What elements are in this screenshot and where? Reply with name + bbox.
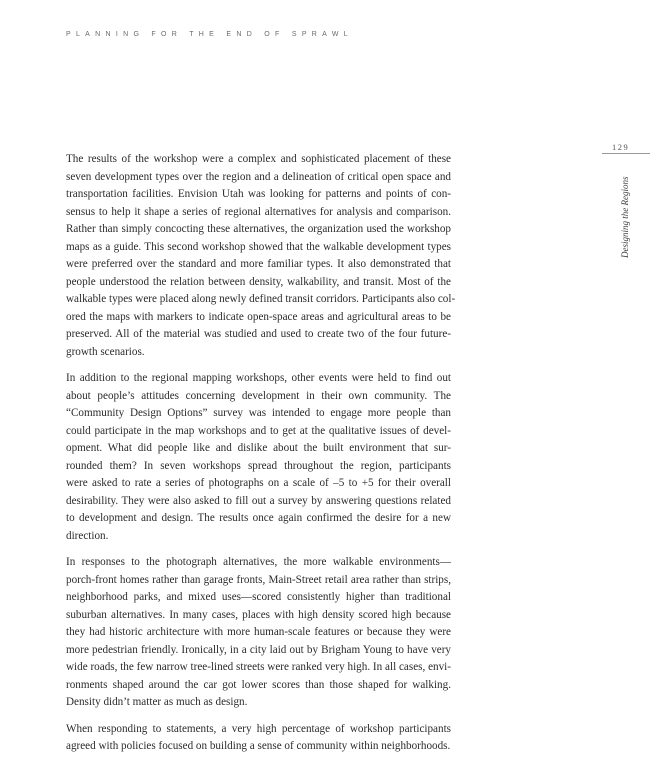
text-line: people understood the relation between density, walkability, and transit. Most of the bbox=[66, 275, 451, 288]
text-line: more pedestrian friendly. Ironically, in a city laid out by Brigham Young to have very bbox=[66, 643, 451, 656]
text-line: ronments shaped around the car got lower scores than those shaped for walking. bbox=[66, 678, 451, 691]
running-head: PLANNING FOR THE END OF SPRAWL bbox=[66, 31, 353, 38]
paragraph bbox=[66, 721, 451, 756]
text-line: “Community Design Options” survey was intended to engage more people than bbox=[66, 407, 451, 419]
text-line: rounded them? In seven workshops spread throughout the region, participants bbox=[66, 459, 451, 472]
paragraph bbox=[66, 554, 451, 712]
text-line: direction. bbox=[66, 529, 109, 542]
text-line: growth scenarios. bbox=[66, 345, 145, 358]
text-line: opment. What did people like and dislike about the built environment that sur- bbox=[66, 442, 451, 454]
paragraph bbox=[66, 370, 451, 545]
text-line: Density didn’t matter as much as design. bbox=[66, 696, 248, 708]
page-number: 129 bbox=[612, 142, 630, 152]
text-line: neighborhood parks, and mixed uses—scored consistently higher than traditional bbox=[66, 591, 451, 603]
text-line: walkable types were placed along newly defined transit corridors. Participants also col- bbox=[66, 293, 456, 305]
text-line: suburban alternatives. In many cases, places with high density scored high because bbox=[66, 608, 451, 621]
text-line: ored the maps with markers to indicate open-space areas and agricultural areas to be bbox=[66, 310, 451, 323]
text-line: agreed with policies focused on building a sense of community within neighborhoods. bbox=[66, 740, 451, 752]
text-line: about people’s attitudes concerning development in their own community. The bbox=[66, 389, 451, 402]
body-text bbox=[66, 151, 456, 765]
text-line: In responses to the photograph alternatives, the more walkable environments— bbox=[66, 556, 451, 568]
text-line: to development and design. The results once again confirmed the desire for a new bbox=[66, 512, 451, 524]
text-line: desirability. They were also asked to fill out a survey by answering questions related bbox=[66, 494, 451, 507]
text-line: Rather than simply concocting these alternatives, the organization used the workshop bbox=[66, 223, 451, 235]
text-line: maps as a guide. This second workshop showed that the walkable development types bbox=[66, 240, 451, 253]
text-line: transportation facilities. Envision Utah was looking for patterns and points of con- bbox=[66, 188, 451, 200]
text-line: they had historic architecture with more human-scale features or because they were bbox=[66, 626, 451, 638]
text-line: The results of the workshop were a complex and sophisticated placement of these bbox=[66, 153, 451, 165]
text-line: sensus to help it shape a series of regional alternatives for analysis and comparison. bbox=[66, 205, 451, 218]
text-line: seven development types over the region and a delineation of critical open space and bbox=[66, 170, 451, 183]
text-line: were preferred over the standard and more familiar types. It also demonstrated that bbox=[66, 258, 451, 270]
text-line: preserved. All of the material was studied and used to create two of the four future- bbox=[66, 328, 451, 340]
margin-rule bbox=[602, 153, 650, 154]
section-title-vertical: Designing the Regions bbox=[620, 176, 630, 258]
text-line: porch-front homes rather than garage fronts, Main-Street retail area rather than strips, bbox=[66, 573, 451, 586]
text-line: could participate in the map workshops and to get at the qualitative issues of devel- bbox=[66, 424, 451, 437]
text-line: In addition to the regional mapping workshops, other events were held to find out bbox=[66, 372, 451, 384]
text-line: were asked to rate a series of photographs on a scale of –5 to +5 for their overall bbox=[66, 477, 451, 489]
text-line: wide roads, the few narrow tree-lined streets were ranked very high. In all cases, envi- bbox=[66, 661, 451, 673]
text-line: When responding to statements, a very high percentage of workshop participants bbox=[66, 722, 451, 735]
paragraph bbox=[66, 151, 456, 361]
